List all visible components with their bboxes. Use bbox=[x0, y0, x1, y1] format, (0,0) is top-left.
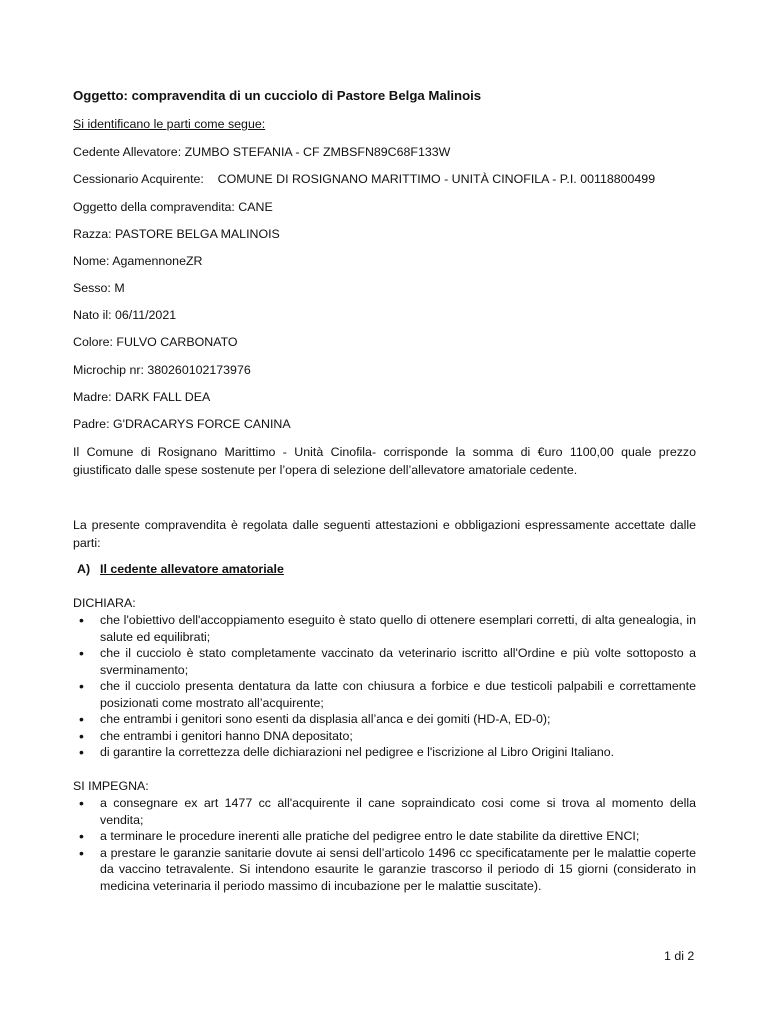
dichiara-heading: DICHIARA: bbox=[73, 596, 136, 610]
list-item: • a prestare le garanzie sanitarie dovute ai sensi dell’articolo 1496 cc specificatamente per le malattie coperte da vaccino tetravalente. Si intendono esaurite le garanzie trascorso il periodo di 15 giorni (considerato in medicina veterinaria il periodo massimo di incubazione per le malattie suscitate). bbox=[73, 845, 696, 895]
list-item: • che il cucciolo è stato completamente vaccinato da veterinario iscritto all'Ordine e più volte sottoposto a sverminamento; bbox=[73, 645, 696, 678]
list-item: • che entrambi i genitori sono esenti da displasia all’anca e dei gomiti (HD-A, ED-0); bbox=[73, 711, 696, 728]
field-madre: Madre: DARK FALL DEA bbox=[73, 390, 211, 404]
field-nato: Nato il: 06/11/2021 bbox=[73, 308, 177, 322]
parties-intro: Si identificano le parti come segue: bbox=[73, 117, 266, 131]
list-item: • a terminare le procedure inerenti alle pratiche del pedigree entro le date stabilite da direttive ENCI; bbox=[73, 828, 696, 845]
si-impegna-heading: SI IMPEGNA: bbox=[73, 779, 149, 793]
field-sesso: Sesso: M bbox=[73, 281, 125, 295]
section-a-label: A) bbox=[77, 562, 91, 576]
field-cedente: Cedente Allevatore: ZUMBO STEFANIA - CF ZMBSFN89C68F133W bbox=[73, 145, 451, 159]
field-padre: Padre: G'DRACARYS FORCE CANINA bbox=[73, 417, 291, 431]
regulation-paragraph: La presente compravendita è regolata dalle seguenti attestazioni e obbligazioni espressamente accettate dalle parti: bbox=[73, 518, 696, 550]
dichiara-list bbox=[73, 612, 696, 761]
list-item: • di garantire la correttezza delle dichiarazioni nel pedigree e l'iscrizione al Libro Origini Italiano. bbox=[73, 744, 696, 761]
page-number: 1 di 2 bbox=[664, 949, 695, 963]
si-impegna-list bbox=[73, 795, 696, 894]
field-nome: Nome: AgamennoneZR bbox=[73, 254, 203, 268]
document-title: Oggetto: compravendita di un cucciolo di Pastore Belga Malinois bbox=[73, 88, 482, 103]
field-razza: Razza: PASTORE BELGA MALINOIS bbox=[73, 227, 280, 241]
field-oggetto: Oggetto della compravendita: CANE bbox=[73, 200, 273, 214]
field-colore: Colore: FULVO CARBONATO bbox=[73, 335, 238, 349]
list-item: • a consegnare ex art 1477 cc all'acquirente il cane sopraindicato cosi come si trova al momento della vendita; bbox=[73, 795, 696, 828]
field-microchip: Microchip nr: 380260102173976 bbox=[73, 363, 251, 377]
payment-paragraph: Il Comune di Rosignano Marittimo - Unità Cinofila- corrisponde la somma di €uro 1100,00 quale prezzo giustificato dalle spese sostenute per l’opera di selezione dell’allevatore amatoriale cedente. bbox=[73, 445, 696, 477]
list-item: • che entrambi i genitori hanno DNA depositato; bbox=[73, 728, 696, 745]
list-item: • che il cucciolo presenta dentatura da latte con chiusura a forbice e due testicoli palpabili e correttamente posizionati come mostrato all’acquirente; bbox=[73, 678, 696, 711]
field-cessionario: Cessionario Acquirente: COMUNE DI ROSIGNANO MARITTIMO - UNITÀ CINOFILA - P.I. 00118800499 bbox=[73, 172, 656, 186]
list-item: • che l'obiettivo dell'accoppiamento eseguito è stato quello di ottenere esemplari corretti, di alta genealogia, in salute ed equilibrati; bbox=[73, 612, 696, 645]
section-a-title: Il cedente allevatore amatoriale bbox=[100, 562, 284, 576]
section-a-heading bbox=[77, 562, 284, 577]
